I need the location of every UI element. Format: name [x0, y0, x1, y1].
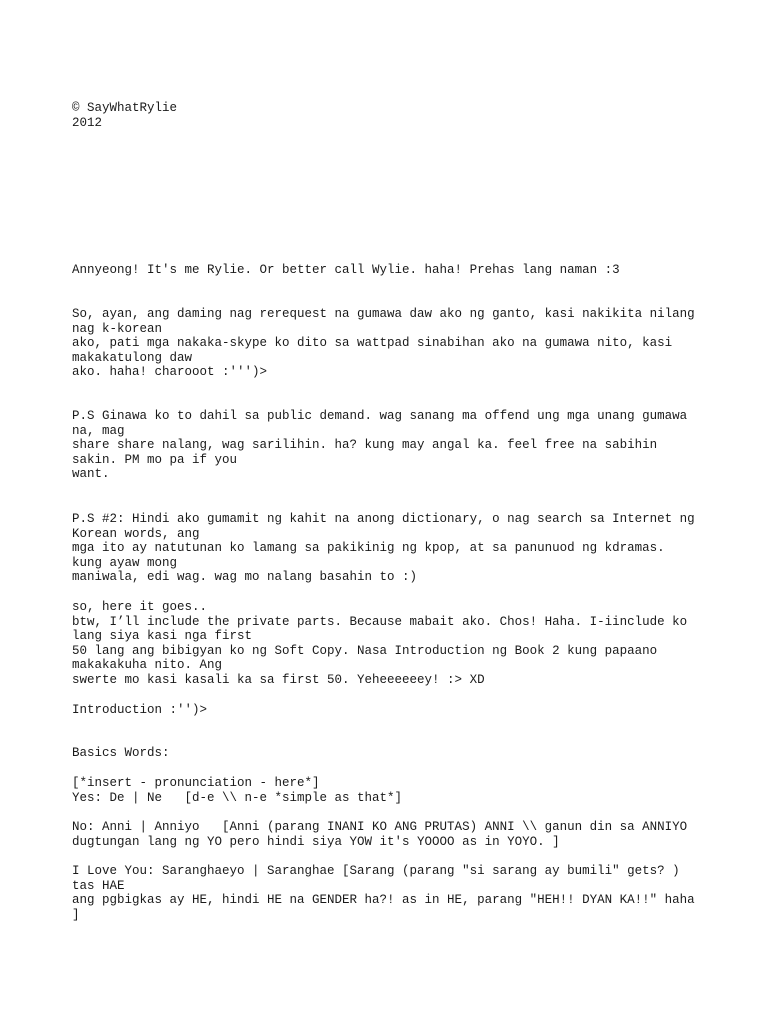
- paragraph-line: mga ito ay natutunan ko lamang sa pakikinig ng kpop, at sa panunuod ng kdramas.: [72, 541, 665, 556]
- ps1-paragraph: [72, 409, 687, 482]
- pronunciation-note: [*insert - pronunciation - here*]: [72, 776, 320, 790]
- paragraph-line: makakatulong daw: [72, 350, 193, 365]
- basics-heading: Basics Words:: [72, 746, 170, 760]
- introduction-label: Introduction :'')>: [72, 703, 208, 717]
- paragraph-line: maniwala, edi wag. wag mo nalang basahin to :): [72, 570, 418, 585]
- greeting-line-block: [72, 263, 620, 278]
- word-entry-love-cont: ]: [72, 907, 80, 922]
- word-entry-love-cont: tas HAE: [72, 878, 125, 893]
- paragraph-line: ako, pati mga nakaka-skype ko dito sa wattpad sinabihan ako na gumawa nito, kasi: [72, 336, 673, 351]
- request-paragraph: [72, 307, 695, 380]
- paragraph-line: makakakuha nito. Ang: [72, 658, 223, 673]
- paragraph-line: lang siya kasi nga first: [72, 629, 253, 644]
- paragraph-line: Korean words, ang: [72, 526, 200, 541]
- paragraph-line: want.: [72, 467, 110, 482]
- copyright-line: © SayWhatRylie: [72, 101, 178, 115]
- here-it-goes-paragraph: [72, 600, 687, 688]
- word-entry-love: I Love You: Saranghaeyo | Saranghae [Sarang (parang "si sarang ay bumili" gets? ): [72, 864, 680, 878]
- paragraph-line: P.S #2: Hindi ako gumamit ng kahit na anong dictionary, o nag search sa Internet ng: [72, 512, 695, 526]
- word-entry-love-cont: ang pgbigkas ay HE, hindi HE na GENDER ha?! as in HE, parang "HEH!! DYAN KA!!" haha: [72, 893, 695, 908]
- paragraph-line: swerte mo kasi kasali ka sa first 50. Yeheeeeeey! :> XD: [72, 672, 485, 687]
- basics-yes-block: [72, 776, 402, 805]
- copyright-block: [72, 101, 177, 130]
- word-entry-yes: Yes: De | Ne [d-e \\ n-e *simple as that*]: [72, 790, 403, 805]
- word-entry-no: No: Anni | Anniyo [Anni (parang INANI KO ANG PRUTAS) ANNI \\ ganun din sa ANNIYO: [72, 820, 688, 834]
- paragraph-line: kung ayaw mong: [72, 555, 178, 570]
- ps2-paragraph: [72, 512, 695, 585]
- basics-no-block: [72, 820, 687, 849]
- greeting-text: Annyeong! It's me Rylie. Or better call Wylie. haha! Prehas lang naman :3: [72, 263, 620, 277]
- paragraph-line: btw, I’ll include the private parts. Because mabait ako. Chos! Haha. I-iinclude ko: [72, 614, 688, 629]
- paragraph-line: 50 lang ang bibigyan ko ng Soft Copy. Nasa Introduction ng Book 2 kung papaano: [72, 643, 658, 658]
- basics-love-block: [72, 864, 695, 922]
- paragraph-line: sakin. PM mo pa if you: [72, 452, 238, 467]
- paragraph-line: So, ayan, ang daming nag rerequest na gumawa daw ako ng ganto, kasi nakikita nilang: [72, 307, 695, 321]
- paragraph-line: share share nalang, wag sarilihin. ha? kung may angal ka. feel free na sabihin: [72, 438, 658, 453]
- paragraph-line: so, here it goes..: [72, 600, 208, 614]
- paragraph-line: ako. haha! charooot :''')>: [72, 365, 268, 380]
- copyright-year: 2012: [72, 115, 103, 130]
- word-entry-no-cont: dugtungan lang ng YO pero hindi siya YOW it's YOOOO as in YOYO. ]: [72, 834, 560, 849]
- paragraph-line: na, mag: [72, 423, 125, 438]
- paragraph-line: P.S Ginawa ko to dahil sa public demand. wag sanang ma offend ung mga unang gumawa: [72, 409, 688, 423]
- introduction-label-block: [72, 703, 207, 718]
- paragraph-line: nag k-korean: [72, 321, 163, 336]
- basics-heading-block: [72, 746, 170, 761]
